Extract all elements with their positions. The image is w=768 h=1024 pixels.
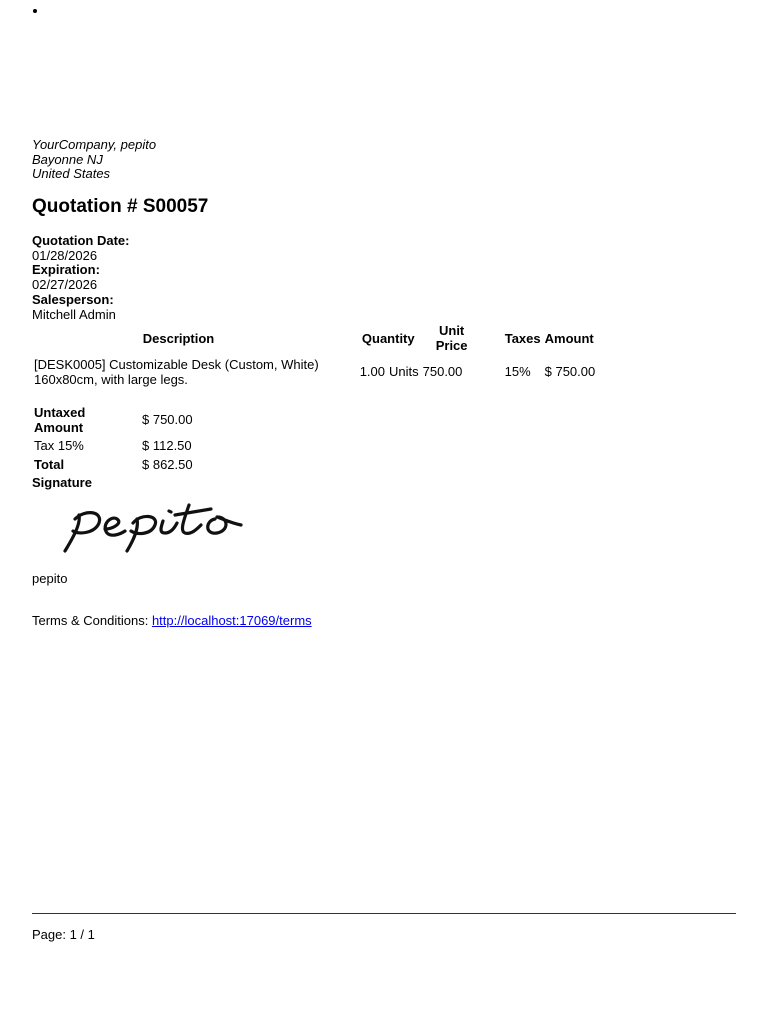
signature-heading: Signature xyxy=(32,475,92,490)
header-description: Description xyxy=(142,330,215,346)
quotation-date-value: 01/28/2026 xyxy=(32,247,98,263)
line-unit-price: 750.00 xyxy=(422,364,463,380)
header-taxes: Taxes xyxy=(504,330,541,346)
signature-image xyxy=(55,495,255,559)
total-value: $ 862.50 xyxy=(142,457,193,473)
line-amount: $ 750.00 xyxy=(544,364,596,380)
untaxed-amount-value: $ 750.00 xyxy=(142,412,193,428)
line-taxes: 15% xyxy=(504,364,531,380)
salesperson-value: Mitchell Admin xyxy=(32,306,116,322)
header-unit-price-line2: Price xyxy=(435,338,468,353)
company-country-line: United States xyxy=(32,166,111,182)
totals-row-untaxed xyxy=(32,404,195,437)
table-header-row xyxy=(32,322,603,354)
quotation-title: Quotation # S00057 xyxy=(32,196,209,217)
expiration-value: 02/27/2026 xyxy=(32,277,98,293)
table-row xyxy=(32,354,603,391)
terms-link[interactable]: http://localhost:17069/terms xyxy=(151,613,312,628)
company-city-line: Bayonne NJ xyxy=(32,151,103,167)
header-amount: Amount xyxy=(544,330,594,346)
terms-label: Terms & Conditions: xyxy=(32,613,149,628)
quotation-info xyxy=(32,234,130,322)
line-uom: Units xyxy=(389,364,419,380)
line-quantity: 1.00 xyxy=(359,364,385,380)
line-product-name: [DESK0005] Customizable Desk (Custom, White) xyxy=(34,357,319,372)
header-quantity: Quantity xyxy=(361,330,415,346)
signer-name: pepito xyxy=(32,571,68,586)
quotation-date-label: Quotation Date: xyxy=(32,233,130,248)
untaxed-label-line2: Amount xyxy=(34,419,84,435)
totals-table xyxy=(32,404,195,475)
header-unit-price-line1: Unit xyxy=(438,323,465,338)
salesperson-label: Salesperson: xyxy=(32,291,114,307)
header-unit-price xyxy=(421,322,483,354)
untaxed-amount-label xyxy=(32,404,140,437)
order-lines-table xyxy=(32,322,603,391)
totals-row-total xyxy=(32,456,195,475)
total-label: Total xyxy=(34,457,65,473)
company-address xyxy=(32,138,156,182)
handwritten-signature xyxy=(65,505,241,551)
expiration-label: Expiration: xyxy=(32,262,100,278)
terms-and-conditions xyxy=(32,613,312,628)
tax-value: $ 112.50 xyxy=(142,438,192,454)
tax-label: Tax 15% xyxy=(34,438,84,454)
page-number: Page: 1 / 1 xyxy=(32,927,95,942)
line-description xyxy=(32,354,325,391)
company-name-line: YourCompany, pepito xyxy=(32,137,157,152)
footer-divider xyxy=(32,913,736,914)
line-product-variant: 160x80cm, with large legs. xyxy=(34,371,188,387)
stray-bullet-item xyxy=(48,3,348,18)
totals-row-tax xyxy=(32,437,195,456)
untaxed-label-line1: Untaxed xyxy=(34,405,86,420)
stray-bullet-list xyxy=(0,0,348,18)
